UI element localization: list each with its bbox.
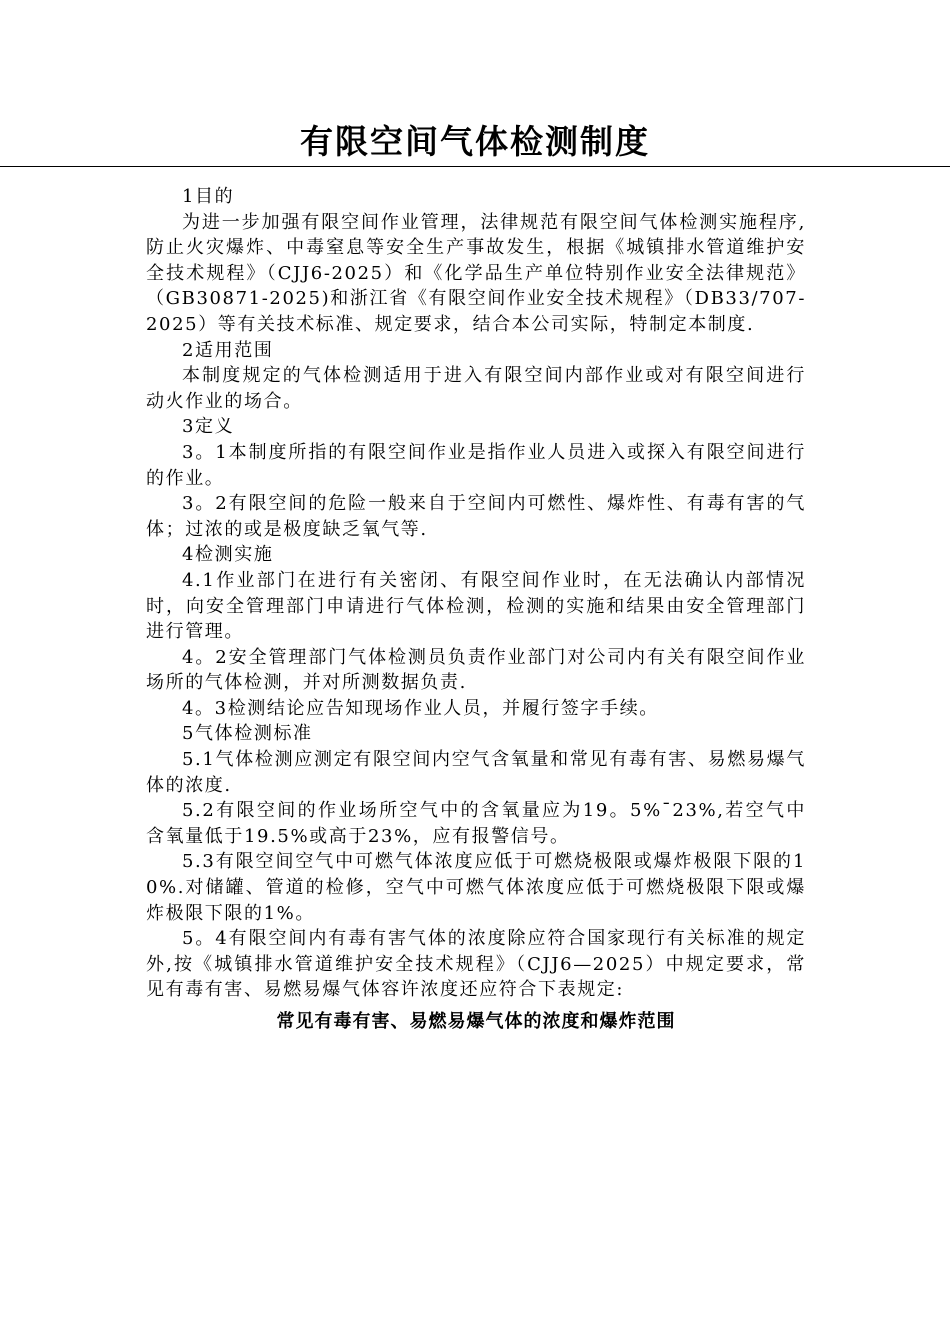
paragraph: 为进一步加强有限空间作业管理，法律规范有限空间气体检测实施程序,防止火灾爆炸、中毒窒息等安全生产事故发生，根据《城镇排水管道维护安全技术规程》（CJJ6-2025）和《化学品生产单位特别作业安全法律规范》（GB30871-2025)和浙江省《有限空间作业安全技术规程》（DB33/707-2025）等有关技术标准、规定要求，结合本公司实际，特制定本制度. bbox=[146, 211, 806, 335]
paragraph: 4。3检测结论应告知现场作业人员，并履行签字手续。 bbox=[182, 697, 659, 719]
section-heading-definitions: 3定义 bbox=[182, 416, 235, 438]
paragraph: 5.1气体检测应测定有限空间内空气含氧量和常见有毒有害、易燃易爆气体的浓度. bbox=[146, 749, 806, 796]
paragraph: 4.1作业部门在进行有关密闭、有限空间作业时，在无法确认内部情况时，向安全管理部门申请进行气体检测，检测的实施和结果由安全管理部门进行管理。 bbox=[146, 569, 806, 643]
section-heading-standards: 5气体检测标准 bbox=[182, 723, 313, 745]
table-caption: 常见有毒有害、易燃易爆气体的浓度和爆炸范围 bbox=[276, 1011, 676, 1032]
page-title: 有限空间气体检测制度 bbox=[300, 122, 650, 161]
paragraph: 4。2安全管理部门气体检测员负责作业部门对公司内有关有限空间作业场所的气体检测，并对所测数据负责. bbox=[146, 646, 806, 694]
document-body bbox=[146, 184, 806, 1035]
paragraph: 5.3有限空间空气中可燃气体浓度应低于可燃烧极限或爆炸极限下限的10%.对储罐、管道的检修，空气中可燃气体浓度应低于可燃烧极限下限或爆炸极限下限的1%。 bbox=[146, 851, 806, 924]
section-heading-implementation: 4检测实施 bbox=[182, 544, 274, 566]
paragraph: 5.2有限空间的作业场所空气中的含氧量应为19。5%¯23%,若空气中含氧量低于19.5%或高于23%，应有报警信号。 bbox=[146, 800, 806, 847]
section-heading-purpose: 1目的 bbox=[182, 186, 235, 207]
paragraph: 3。2有限空间的危险一般来自于空间内可燃性、爆炸性、有毒有害的气体；过浓的或是极度缺乏氧气等. bbox=[146, 493, 806, 540]
title-divider bbox=[0, 166, 950, 167]
paragraph: 3。1本制度所指的有限空间作业是指作业人员进入或探入有限空间进行的作业。 bbox=[146, 441, 806, 489]
paragraph: 5。4有限空间内有毒有害气体的浓度除应符合国家现行有关标准的规定外,按《城镇排水管道维护安全技术规程》（CJJ6—2025）中规定要求，常见有毒有害、易燃易爆气体容许浓度还应符合下表规定: bbox=[146, 928, 806, 1001]
section-heading-scope: 2适用范围 bbox=[182, 339, 274, 361]
paragraph: 本制度规定的气体检测适用于进入有限空间内部作业或对有限空间进行动火作业的场合。 bbox=[146, 365, 806, 412]
